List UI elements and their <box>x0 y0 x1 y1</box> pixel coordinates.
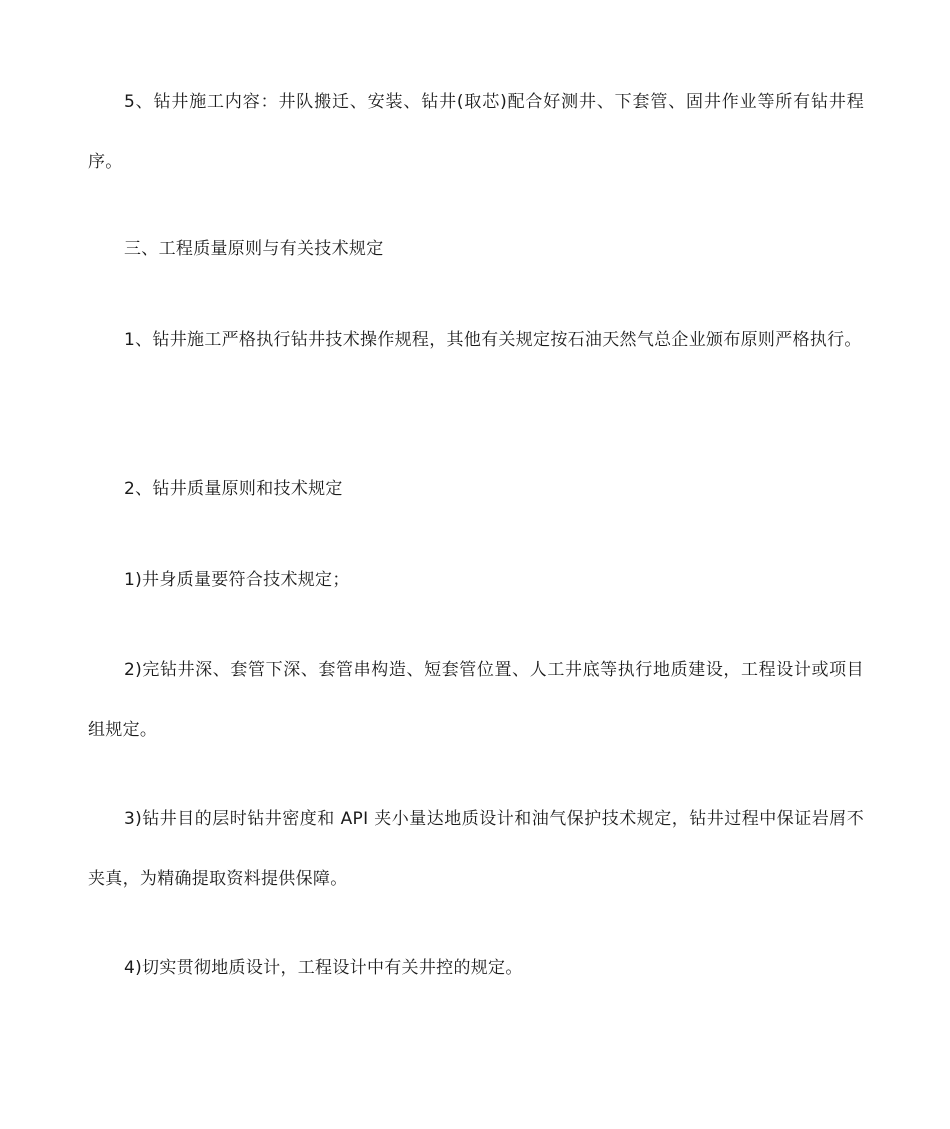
list-item-well-quality: 1)井身质量要符合技术规定； <box>124 570 350 590</box>
list-item-well-control: 4)切实贯彻地质设计，工程设计中有关井控的规定。 <box>124 958 523 978</box>
paragraph-operating-rules: 1、钻井施工严格执行钻井技术操作规程，其他有关规定按石油天然气总企业颁布原则严格执行。 <box>124 330 862 350</box>
paragraph-drilling-content: 5、钻井施工内容：井队搬迁、安装、钻井(取芯)配合好测井、下套管、固井作业等所有钻井程序。 <box>88 92 864 172</box>
section-heading-quality: 三、工程质量原则与有关技术规定 <box>124 239 384 259</box>
list-item-target-layer: 3)钻井目的层时钻井密度和 API 夹小量达地质设计和油气保护技术规定，钻井过程中保证岩屑不夹真，为精确提取资料提供保障。 <box>88 809 864 889</box>
subheading-quality-principles: 2、钻井质量原则和技术规定 <box>124 479 343 499</box>
list-item-well-depth: 2)完钻井深、套管下深、套管串构造、短套管位置、人工井底等执行地质建设，工程设计或项目组规定。 <box>88 660 864 740</box>
